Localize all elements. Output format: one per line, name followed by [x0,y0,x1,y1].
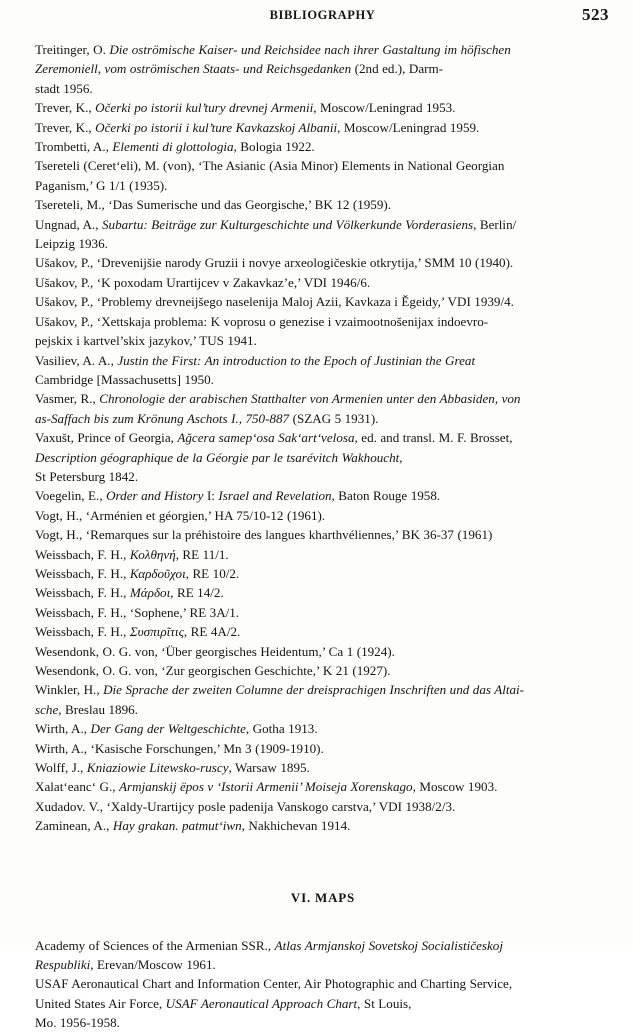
bibliography-entry [35,156,611,195]
bibliography-entry [35,195,611,214]
bibliography-entry [35,486,611,505]
entry-line: stadt 1956. [35,80,93,96]
entry-line: Weissbach, F. H., Συσπιρῖτις, RE 4A/2. [35,624,241,640]
folio-number: 523 [582,5,609,24]
bibliography-entry [35,428,611,486]
entry-line: Vasiliev, A. A., Justin the First: An introduction to the Epoch of Justinian the Great [35,352,476,368]
entry-line: Leipzig 1936. [35,236,108,252]
bibliography-entry [35,777,611,796]
bibliography-entry [35,564,611,583]
bibliography-entry [35,739,611,758]
section-spacer-bottom [35,906,611,936]
maps-section-heading: VI. MAPS [290,889,356,905]
entry-line: United States Air Force, USAF Aeronautical Approach Chart, St Louis, [35,995,412,1011]
bibliography-entry [35,758,611,777]
bibliography-entry [35,253,611,272]
bibliography-entry [35,273,611,292]
entry-line: Weissbach, F. H., ‘Sophene,’ RE 3A/1. [35,604,240,620]
page-title: BIBLIOGRAPHY [269,8,376,22]
bibliography-body [35,40,611,1033]
bibliography-entry [35,215,611,254]
entry-line: pejskix i kartvel’skix jazykov,’ TUS 1941. [35,333,257,349]
bibliography-entry [35,622,611,641]
maps-entry-list [35,936,611,1033]
entry-line: Ungnad, A., Subartu: Beiträge zur Kulturgeschichte und Völkerkunde Vorderasiens, Berlin/ [35,216,517,232]
bibliography-entry [35,936,611,975]
entry-line: Ušakov, P., ‘Xettskaja problema: K voprosu o genezise i vzaimootnošenijax indoevro- [35,313,489,329]
bibliography-entry [35,292,611,311]
bibliography-entry [35,974,611,1032]
entry-line: Vaxušt, Prince of Georgia, Ağcera samepʻosa Sakʻartʻvelosa, ed. and transl. M. F. Brosset, [35,430,513,446]
bibliography-entry-list [35,40,611,836]
entry-line: Weissbach, F. H., Μάρδοι, RE 14/2. [35,585,224,601]
entry-line: Tsereteli (Ceretʻeli), M. (von), ‘The Asianic (Asia Minor) Elements in National Georgian [35,158,505,174]
bibliography-entry [35,118,611,137]
entry-line: Description géographique de la Géorgie par le tsarévitch Wakhoucht, [35,449,403,465]
bibliography-entry [35,797,611,816]
bibliography-entry [35,351,611,390]
entry-line: Ušakov, P., ‘Drevenijšie narody Gruzii i novye arxeologičeskie otkrytija,’ SMM 10 (1940). [35,255,514,271]
entry-line: Vogt, H., ‘Remarques sur la préhistoire des langues kharthvéliennes,’ BK 36-37 (1961) [35,527,493,543]
bibliography-entry [35,98,611,117]
entry-line: Wesendonk, O. G. von, ‘Über georgisches Heidentum,’ Ca 1 (1924). [35,643,395,659]
bibliography-entry [35,545,611,564]
entry-line: Wesendonk, O. G. von, ‘Zur georgischen Geschichte,’ K 21 (1927). [35,663,391,678]
entry-line: Xudadov. V., ‘Xaldy-Urartijcy posle padenija Vanskogo carstva,’ VDI 1938/2/3. [35,798,456,814]
entry-line: as-Saffach bis zum Krönung Aschots I., 750-887 (SZAG 5 1931). [35,410,379,426]
entry-line: Wirth, A., Der Gang der Weltgeschichte, Gotha 1913. [35,721,318,737]
bibliography-entry [35,506,611,525]
entry-line: Winkler, H., Die Sprache der zweiten Columne der dreisprachigen Inschriften und das Altai- [35,682,525,698]
entry-line: Paganism,’ G 1/1 (1935). [35,177,168,193]
entry-line: St Petersburg 1842. [35,468,139,484]
bibliography-entry [35,583,611,602]
entry-line: Zaminean, A., Hay grakan. patmutʻiwn, Nakhichevan 1914. [35,818,351,834]
entry-line: sche, Breslau 1896. [35,701,138,717]
entry-line: Trever, K., Očerki po istorii i kul’ture Kavkazskoj Albanii, Moscow/Leningrad 1959. [35,119,480,135]
entry-line: Respubliki, Erevan/Moscow 1961. [35,957,216,973]
bibliography-entry [35,312,611,351]
bibliography-entry [35,40,611,98]
entry-line: Mo. 1956-1958. [35,1015,120,1031]
bibliography-entry [35,680,611,719]
entry-line: Academy of Sciences of the Armenian SSR., Atlas Armjanskoj Sovetskoj Socialističeskoj [35,937,503,953]
entry-line: Weissbach, F. H., Κολθηνή, RE 11/1. [35,546,229,562]
entry-line: USAF Aeronautical Chart and Information Center, Air Photographic and Charting Service, [35,976,513,992]
bibliography-entry [35,719,611,738]
entry-line: Cambridge [Massachusetts] 1950. [35,371,214,387]
entry-line: Xalatʻeancʻ G., Armjanskij ëpos v ‘Istorii Armenii’ Moiseja Xorenskago, Moscow 1903. [35,779,498,795]
entry-line: Vogt, H., ‘Arménien et géorgien,’ HA 75/10-12 (1961). [35,507,326,523]
entry-line: Trever, K., Očerki po istorii kul’tury drevnej Armenii, Moscow/Leningrad 1953. [35,100,456,116]
entry-line: Ušakov, P., ‘Problemy drevneijšego naselenija Maloj Azii, Kavkaza i Ěgeidy,’ VDI 1939/4. [35,294,514,310]
section-spacer [35,836,611,890]
entry-line: Weissbach, F. H., Καρδοῦχοι, RE 10/2. [35,565,240,581]
entry-line: Treitinger, O. Die oströmische Kaiser- und Reichsidee nach ihrer Gastaltung im höfischen [35,42,511,57]
bibliography-entry [35,816,611,835]
bibliography-entry [35,525,611,544]
bibliography-entry [35,661,611,680]
bibliography-entry [35,389,611,428]
entry-line: Wolff, J., Kniaziowie Litewsko-ruscy, Warsaw 1895. [35,760,310,776]
bibliography-entry [35,642,611,661]
bibliography-entry [35,603,611,622]
entry-line: Vasmer, R., Chronologie der arabischen Statthalter von Armenien unter den Abbasiden, von [35,391,521,407]
entry-line: Ušakov, P., ‘K poxodam Urartijcev v Zakavkaz’e,’ VDI 1946/6. [35,274,371,290]
entry-line: Tsereteli, M., ‘Das Sumerische und das Georgische,’ BK 12 (1959). [35,197,392,213]
running-head [36,5,609,30]
entry-line: Voegelin, E., Order and History I: Israel and Revelation, Baton Rouge 1958. [35,488,441,504]
entry-line: Wirth, A., ‘Kasische Forschungen,’ Mn 3 (1909-1910). [35,740,324,756]
entry-line: Zeremoniell, vom oströmischen Staats- und Reichsgedanken (2nd ed.), Darm- [35,61,444,77]
entry-line: Trombetti, A., Elementi di glottologia, Bologia 1922. [35,139,315,155]
bibliography-entry [35,137,611,156]
